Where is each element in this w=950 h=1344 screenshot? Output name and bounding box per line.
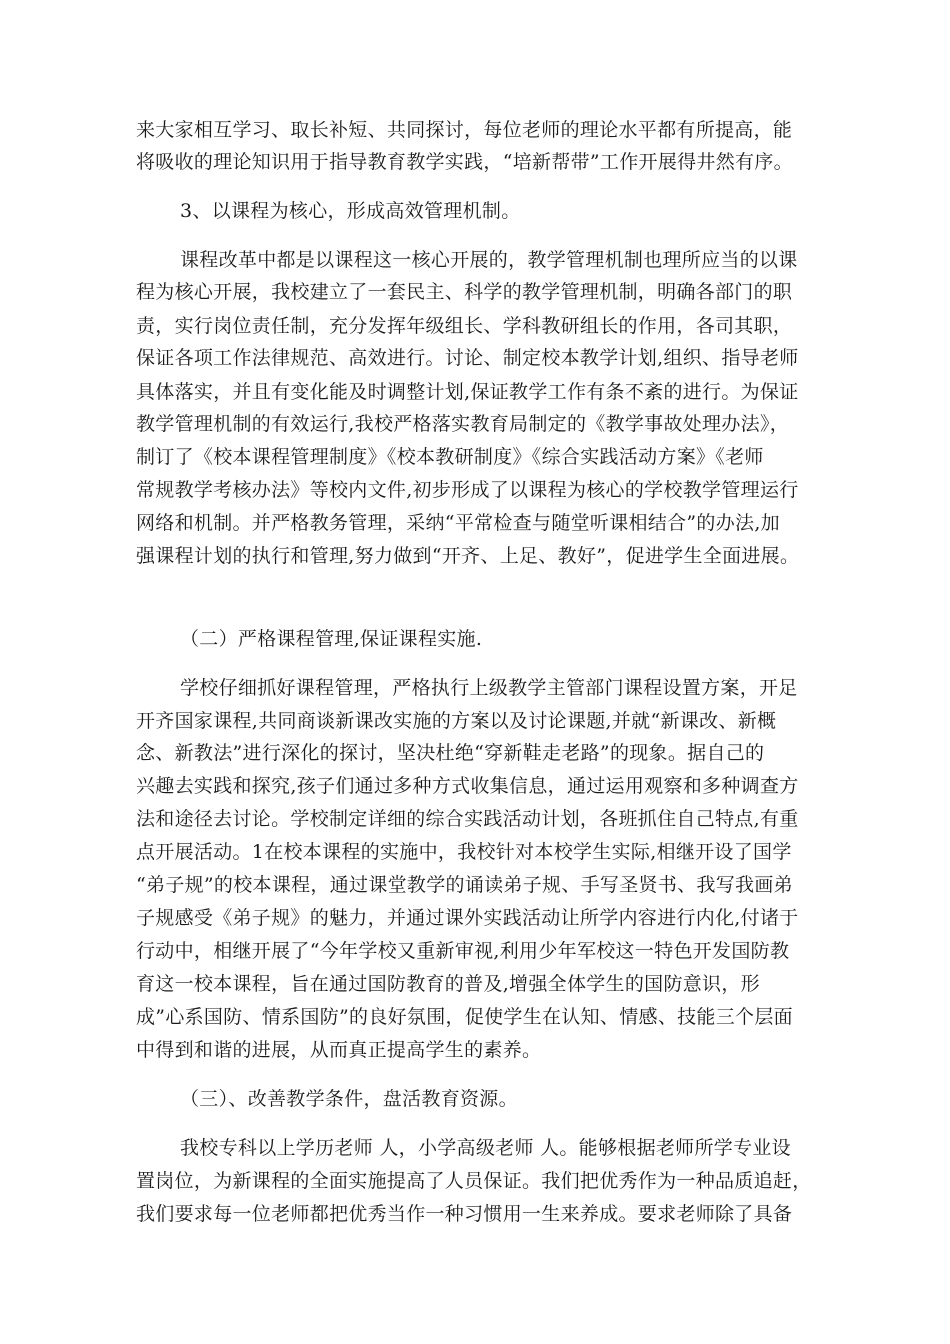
text-line: 法和途径去讨论。学校制定详细的综合实践活动计划，各班抓住自己特点,有重 <box>136 808 799 830</box>
text-line: 保证各项工作法律规范、高效进行。讨论、制定校本教学计划,组织、指导老师 <box>136 347 799 369</box>
text-line: 程为核心开展，我校建立了一套民主、科学的教学管理机制，明确各部门的职 <box>136 281 793 303</box>
text-line: 来大家相互学习、取长补短、共同探讨，每位老师的理论水平都有所提高，能 <box>136 119 793 141</box>
text-line: 开齐国家课程,共同商谈新课改实施的方案以及讨论课题,并就“新课改、新概 <box>136 710 777 732</box>
section-heading: （三）、改善教学条件，盘活教育资源。 <box>180 1088 518 1110</box>
text-line: 念、新教法”进行深化的探讨，坚决杜绝“穿新鞋走老路”的现象。据自己的 <box>136 742 765 764</box>
text-line: “弟子规”的校本课程，通过课堂教学的诵读弟子规、手写圣贤书、我写我画弟 <box>136 874 793 896</box>
text-line: 中得到和谐的进展，从而真正提高学生的素养。 <box>136 1039 542 1061</box>
text-line: 常规教学考核办法》等校内文件,初步形成了以课程为核心的学校教学管理运行 <box>136 479 799 501</box>
text-line: 置岗位，为新课程的全面实施提高了人员保证。我们把优秀作为一种品质追赶， <box>136 1170 812 1192</box>
text-line: 学校仔细抓好课程管理，严格执行上级教学主管部门课程设置方案，开足 <box>180 677 798 699</box>
text-line: 我校专科以上学历老师 人，小学高级老师 人。能够根据老师所学专业设 <box>180 1137 791 1159</box>
text-line: 行动中，相继开展了“今年学校又重新审视,利用少年军校这一特色开发国防教 <box>136 940 790 962</box>
text-line: 将吸收的理论知识用于指导教育教学实践，“培新帮带”工作开展得井然有序。 <box>136 151 793 173</box>
text-line: 我们要求每一位老师都把优秀当作一种习惯用一生来养成。要求老师除了具备 <box>136 1203 793 1225</box>
text-line: 课程改革中都是以课程这一核心开展的，教学管理机制也理所应当的以课 <box>180 249 798 271</box>
text-line: 责，实行岗位责任制，充分发挥年级组长、学科教研组长的作用，各司其职， <box>136 315 793 337</box>
text-line: 子规感受《弟子规》的魅力，并通过课外实践活动让所学内容进行内化,付诸于 <box>136 907 799 929</box>
text-line: 教学管理机制的有效运行,我校严格落实教育局制定的《教学事故处理办法》， <box>136 413 790 435</box>
text-line: 具体落实，并且有变化能及时调整计划,保证教学工作有条不紊的进行。为保证 <box>136 381 799 403</box>
text-line: 强课程计划的执行和管理,努力做到“开齐、上足、教好”，促进学生全面进展。 <box>136 545 800 567</box>
text-line: 成”心系国防、情系国防”的良好氛围，促使学生在认知、情感、技能三个层面 <box>136 1006 793 1028</box>
text-line: 点开展活动。1在校本课程的实施中，我校针对本校学生实际,相继开设了国学 <box>136 841 792 863</box>
text-line: 育这一校本课程，旨在通过国防教育的普及,增强全体学生的国防意识，形 <box>136 973 760 995</box>
text-line: 兴趣去实践和探究,孩子们通过多种方式收集信息，通过运用观察和多种调查方 <box>136 775 799 797</box>
section-heading: （二）严格课程管理,保证课程实施. <box>180 628 483 650</box>
text-line: 制订了《校本课程管理制度》《校本教研制度》《综合实践活动方案》《老师 <box>136 446 764 468</box>
text-line: 网络和机制。并严格教务管理，采纳“平常检查与随堂听课相结合”的办法,加 <box>136 512 780 534</box>
section-heading: 3、以课程为核心，形成高效管理机制。 <box>180 200 521 222</box>
